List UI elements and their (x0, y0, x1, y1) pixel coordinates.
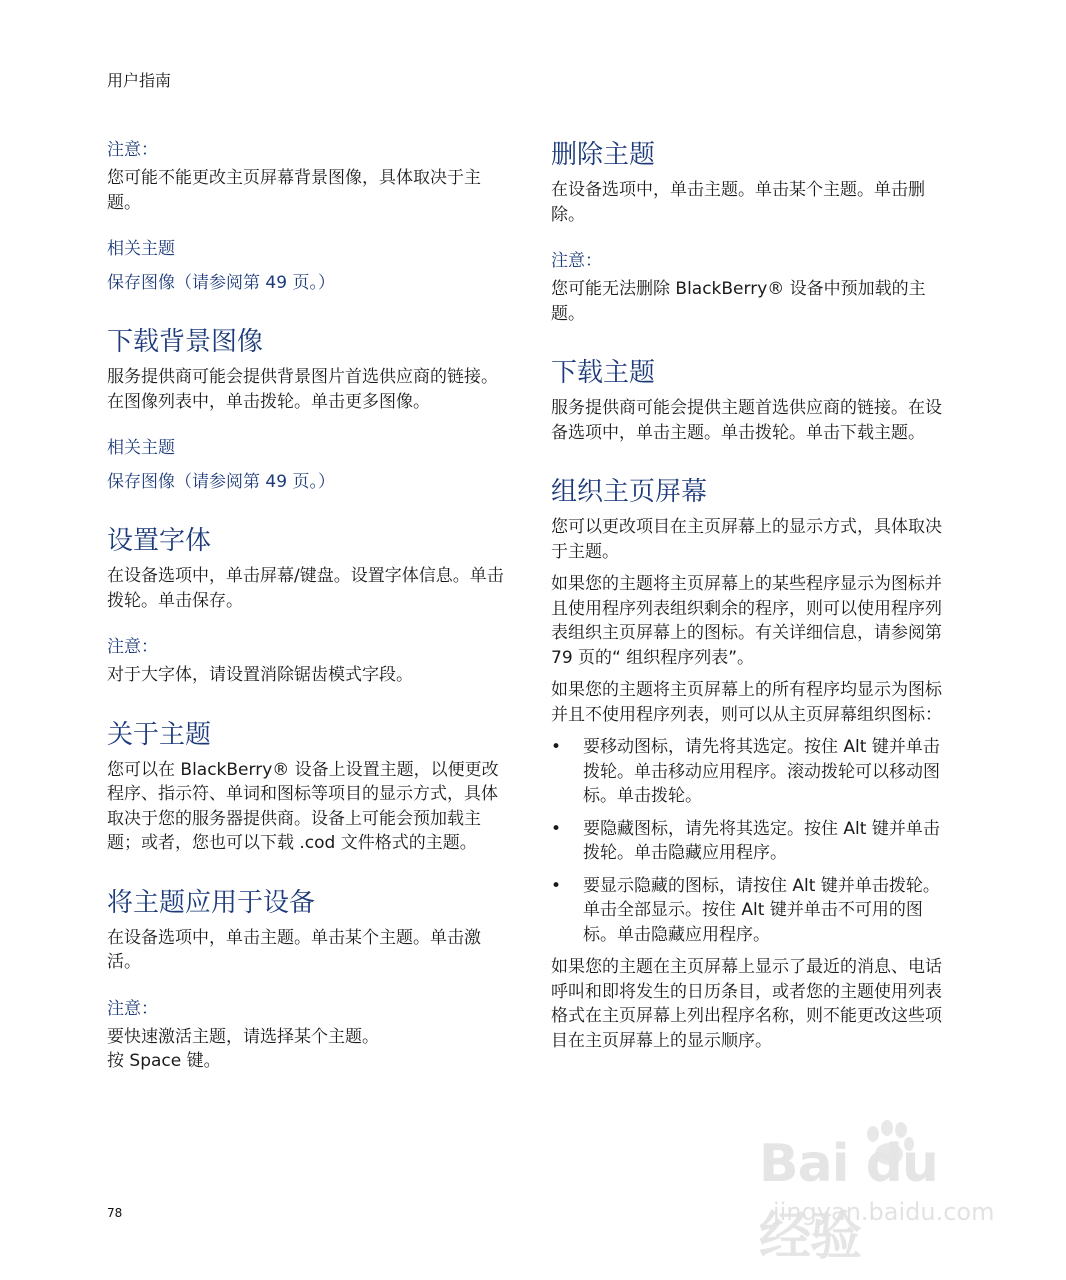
note-label: 注意： (107, 140, 158, 160)
list-item (551, 817, 951, 866)
list-item (551, 735, 951, 809)
section-text: 您可以更改项目在主页屏幕上的显示方式，具体取决于主题。 (551, 517, 942, 562)
related-topics-label: 相关主题 (107, 239, 175, 259)
section-text: 如果您的主题在主页屏幕上显示了最近的消息、电话呼叫和即将发生的日历条目，或者您的主题使用列表格式在主页屏幕上列出程序名称，则不能更改这些项目在主页屏幕上的显示顺序。 (551, 957, 942, 1051)
baidu-watermark (759, 1120, 1004, 1267)
page-number: 78 (107, 1206, 123, 1220)
section-text: 服务提供商可能会提供主题首选供应商的链接。在设备选项中，单击主题。单击拨轮。单击下载主题。 (551, 398, 942, 443)
section-title-apply-theme: 将主题应用于设备 (107, 887, 316, 918)
bullet-icon: • (551, 737, 562, 757)
list-item-text: 要移动图标，请先将其选定。按住 Alt 键并单击拨轮。单击移动应用程序。滚动拨轮可以移动图标。单击拨轮。 (583, 737, 940, 806)
list-item-text: 要显示隐藏的图标，请按住 Alt 键并单击拨轮。单击全部显示。按住 Alt 键并单击不可用的图标。单击隐藏应用程序。 (583, 875, 940, 945)
related-topics-label: 相关主题 (107, 438, 175, 458)
section-title-organize-home-screen: 组织主页屏幕 (551, 477, 708, 507)
note-text: 您可能不能更改主页屏幕背景图像，具体取决于主题。 (107, 168, 481, 213)
note-text: 要快速激活主题，请选择某个主题。 (107, 1026, 379, 1047)
list-item-text: 要隐藏图标，请先将其选定。按住 Alt 键并单击拨轮。单击隐藏应用程序。 (583, 818, 940, 863)
bullet-list (551, 735, 951, 947)
section-title-about-themes: 关于主题 (107, 719, 212, 750)
section-title-download-background: 下载背景图像 (107, 327, 264, 357)
right-column (551, 138, 951, 1053)
note-text: 按 Space 键。 (107, 1051, 221, 1071)
section-text: 如果您的主题将主页屏幕上的所有程序均显示为图标并且不使用程序列表，则可以从主页屏幕组织图标： (551, 680, 942, 725)
watermark-logo: Bai du 经验 (759, 1134, 938, 1267)
note-label: 注意： (551, 251, 602, 271)
section-text: 您可以在 BlackBerry® 设备上设置主题，以便更改程序、指示符、单词和图标等项目的显示方式，具体取决于您的服务器提供商。设备上可能会预加载主题；或者，您也可以下载 .cod 文件格式的主题。 (107, 759, 499, 853)
section-text: 服务提供商可能会提供背景图片首选供应商的链接。在图像列表中，单击拨轮。单击更多图像。 (107, 367, 498, 412)
section-title-delete-theme: 删除主题 (551, 140, 656, 170)
note-text: 对于大字体，请设置消除锯齿模式字段。 (107, 665, 413, 685)
section-text: 在设备选项中，单击主题。单击某个主题。单击激活。 (107, 927, 481, 972)
note-text: 您可能无法删除 BlackBerry® 设备中预加载的主题。 (551, 279, 926, 324)
section-text: 如果您的主题将主页屏幕上的某些程序显示为图标并且使用程序列表组织剩余的程序，则可以使用程序列表组织主页屏幕上的图标。有关详细信息，请参阅第 79 页的“ 组织程序列表”。 (551, 574, 942, 668)
note-label: 注意： (107, 998, 158, 1019)
left-column (107, 138, 507, 1074)
bullet-icon: • (551, 875, 562, 896)
section-text: 在设备选项中，单击主题。单击某个主题。单击删除。 (551, 180, 925, 225)
running-header: 用户指南 (107, 71, 172, 90)
watermark-url: jingyan.baidu.com (773, 1198, 995, 1226)
section-text: 在设备选项中，单击屏幕/键盘。设置字体信息。单击拨轮。单击保存。 (107, 566, 504, 611)
bullet-icon: • (551, 818, 562, 839)
related-topic-link[interactable]: 保存图像（请参阅第 49 页。） (107, 472, 335, 492)
note-label: 注意： (107, 637, 158, 657)
list-item (551, 874, 951, 948)
section-title-set-font: 设置字体 (107, 526, 212, 556)
section-title-download-theme: 下载主题 (551, 358, 656, 388)
related-topic-link[interactable]: 保存图像（请参阅第 49 页。） (107, 273, 335, 293)
